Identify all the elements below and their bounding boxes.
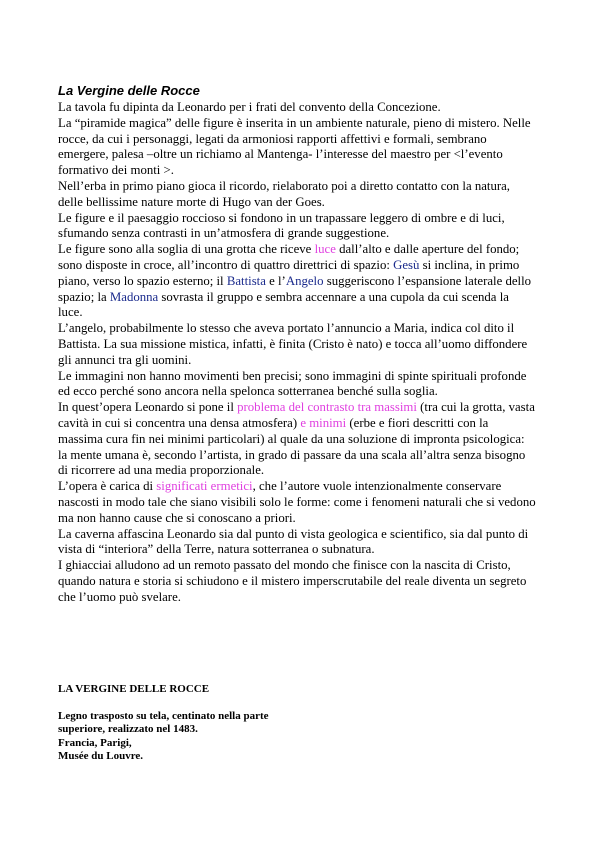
text-run: si inclina, in primo piano, verso lo spazio esterno; il bbox=[58, 257, 520, 288]
paragraph-5 bbox=[58, 242, 536, 321]
paragraph-2: La “piramide magica” delle figure è inserita in un ambiente naturale, pieno di mistero. Nelle rocce, da cui i personaggi, legati da armoniosi rapporti affettivi e formali, sembrano emergere, palesa –oltre un richiamo al Mantenga- l’interesse del maestro per <l’evento formativo dei monti >. bbox=[58, 115, 531, 178]
artwork-caption bbox=[58, 683, 269, 764]
paragraph-10: La caverna affascina Leonardo sia dal punto di vista geologica e scientifico, sia dal punto di vista di “interiora” della Terre, natura sotterranea o subnatura. bbox=[58, 526, 529, 557]
highlight-battista: Battista bbox=[226, 273, 266, 288]
paragraph-1: La tavola fu dipinta da Leonardo per i frati del convento della Concezione. bbox=[58, 100, 441, 114]
text-run: In quest’opera Leonardo si pone il bbox=[58, 400, 238, 415]
highlight-angelo: Angelo bbox=[285, 273, 324, 288]
text-run: sovrasta il gruppo e sembra accennare a una cupola da cui scenda la luce. bbox=[58, 289, 509, 320]
paragraph-6: L’angelo, probabilmente lo stesso che aveva portato l’annuncio a Maria, indica col dito il Battista. La sua missione mistica, infatti, è finita (Cristo è nato) e tocca all’uomo diffondere gli annunci tra gli uomini. bbox=[58, 321, 528, 367]
paragraph-8 bbox=[58, 400, 536, 479]
caption-line: Musée du Louvre. bbox=[58, 750, 144, 762]
caption-line: Francia, Parigi, bbox=[58, 736, 132, 749]
caption-line: Legno trasposto su tela, centinato nella parte bbox=[58, 709, 269, 722]
caption-title: LA VERGINE DELLE ROCCE bbox=[58, 683, 210, 695]
highlight-problema: problema del contrasto tra massimi bbox=[237, 400, 417, 415]
document-body bbox=[58, 83, 536, 606]
paragraph-9 bbox=[58, 479, 536, 526]
highlight-madonna: Madonna bbox=[109, 289, 159, 304]
text-run: L’opera è carica di bbox=[58, 479, 157, 494]
paragraph-11: I ghiacciai alludono ad un remoto passato del mondo che finisce con la nascita di Cristo, quando natura e storia si schiudono e il mistero imperscrutabile del reale diventa un segreto che l’uomo può svelare. bbox=[58, 558, 527, 604]
caption-line: superiore, realizzato nel 1483. bbox=[58, 723, 198, 735]
text-run: dall’alto e dalle aperture del fondo; sono disposte in croce, all’incontro di quattro direttrici di spazio: bbox=[58, 242, 520, 272]
highlight-significati: significati ermetici bbox=[156, 479, 253, 494]
highlight-minimi: e minimi bbox=[300, 415, 347, 430]
paragraph-3: Nell’erba in primo piano gioca il ricordo, rielaborato poi a diretto contatto con la natura, delle bellissime nature morte di Hugo van der Goes. bbox=[58, 178, 510, 209]
text-run: Le figure sono alla soglia di una grotta che riceve bbox=[58, 242, 315, 257]
text-column bbox=[58, 100, 536, 606]
document-title: La Vergine delle Rocce bbox=[58, 83, 200, 98]
highlight-gesu: Gesù bbox=[393, 257, 420, 272]
highlight-luce: luce bbox=[314, 242, 336, 257]
text-run: , che l’autore vuole intenzionalmente conservare nascosti in modo tale che siano visibili solo le forme: come i fenomeni naturali che si vedono ma non hanno cause che si conoscano a priori. bbox=[58, 479, 536, 525]
paragraph-4: Le figure e il paesaggio roccioso si fondono in un trapassare leggero di ombre e di luci, sfumando senza contrasti in un’atmosfera di grande suggestione. bbox=[58, 210, 505, 241]
text-run: (tra cui la grotta, vasta cavità in cui si concentra una densa atmosfera) bbox=[58, 400, 535, 430]
text-run: suggeriscono l’espansione laterale dello spazio; la bbox=[58, 273, 532, 304]
text-run: e l’ bbox=[265, 273, 286, 288]
text-run: (erbe e fiori descritti con la massima cura fin nei minimi particolari) al quale da una soluzione di impronta psicologica: la mente umana è, secondo l’artista, in grado di passare da una scala all’altra senza bisogno di ricorrere ad una media proporzionale. bbox=[58, 415, 526, 478]
paragraph-7: Le immagini non hanno movimenti ben precisi; sono immagini di spinte spirituali profonde ed ecco perché sono ancora nella spelonca sotterranea benché sulla soglia. bbox=[58, 368, 527, 399]
